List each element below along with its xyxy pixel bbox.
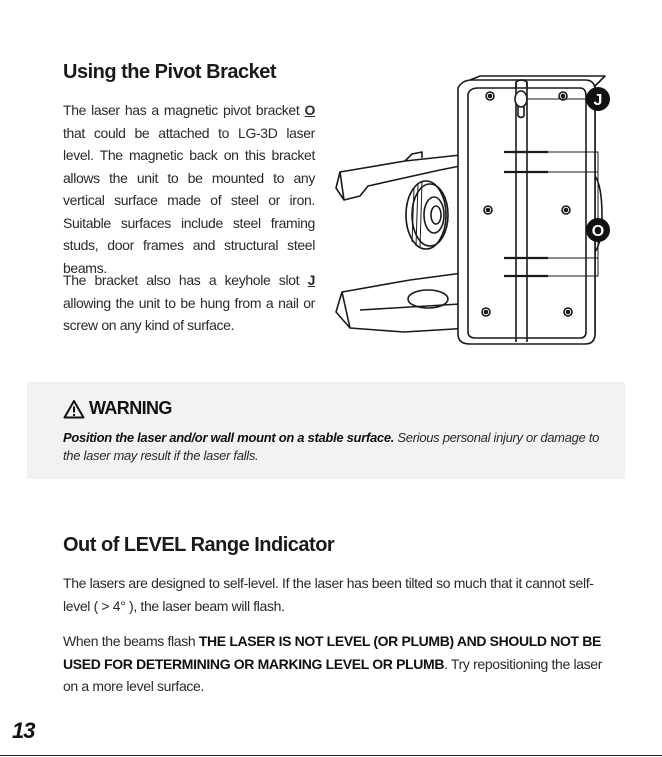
- out-of-level-paragraph: The lasers are designed to self-level. If the laser has been tilted so much that it cannot self-level ( > 4° ), the laser beam will flash.: [63, 575, 594, 614]
- pivot-bracket-illustration: [330, 66, 620, 356]
- callout-o-label: O: [591, 223, 605, 240]
- page-number: 13: [12, 718, 35, 743]
- para-text: allowing the unit to be hung from a nail or screw on any kind of surface.: [63, 294, 315, 333]
- section-title-out-of-level: Out of LEVEL Range Indicator: [63, 534, 335, 556]
- ref-j: J: [307, 272, 315, 288]
- warning-box: [27, 382, 625, 479]
- para-text: When the beams flash: [63, 633, 199, 649]
- keyhole-paragraph: [63, 269, 315, 337]
- warning-body-text: Serious personal injury or damage to the laser may result if the laser falls.: [63, 430, 600, 463]
- ref-o: O: [304, 102, 315, 118]
- para-bold-text: THE LASER IS NOT LEVEL (OR PLUMB) AND SHOULD NOT BE USED FOR DETERMINING OR MARKING LEVEL OR PLUMB: [63, 633, 602, 672]
- para-text: that could be attached to LG-3D laser level. The magnetic back on this bracket allows the unit to be mounted to any vertical surface made of steel or iron. Suitable surfaces include steel framing studs, door frames and structural steel beams.: [63, 124, 315, 276]
- warning-triangle-icon: [63, 399, 85, 419]
- pivot-bracket-paragraph: [63, 99, 315, 279]
- footer-rule: [0, 755, 662, 756]
- warning-bold-text: Position the laser and/or wall mount on a stable surface.: [63, 430, 395, 445]
- beams-flash-paragraph: [63, 630, 603, 698]
- para-text: . Try repositioning the laser on a more level surface.: [63, 655, 603, 694]
- para-text: The bracket also has a keyhole slot: [63, 272, 308, 288]
- section-title-pivot-bracket: Using the Pivot Bracket: [63, 61, 277, 83]
- warning-title-text: WARNING: [89, 398, 172, 418]
- callout-j-label: J: [593, 92, 603, 109]
- warning-title: [63, 398, 172, 419]
- para-text: The laser has a magnetic pivot bracket: [63, 102, 305, 118]
- warning-text: [63, 429, 603, 465]
